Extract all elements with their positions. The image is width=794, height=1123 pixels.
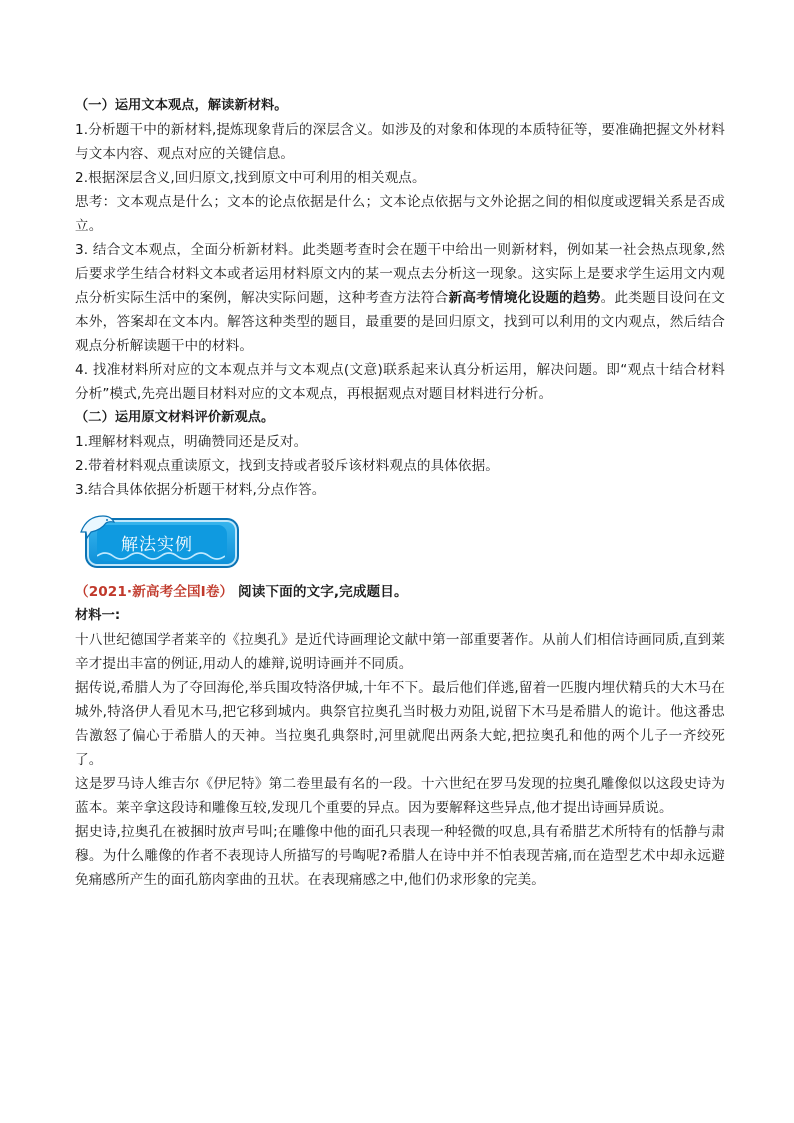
section1-heading: （一）运用文本观点，解读新材料。	[75, 98, 288, 113]
section2-para-3: 3.结合具体依据分析题干材料,分点作答。	[75, 482, 326, 498]
section2-heading: （二）运用原文材料评价新观点。	[75, 410, 275, 425]
section2-para-2: 2.带着材料观点重读原文，找到支持或者驳斥该材料观点的具体依据。	[75, 458, 499, 474]
section1-para-3: 思考：文本观点是什么；文本的论点依据是什么；文本论点依据与文外论据之间的相似度或逻辑关系是否成立。	[75, 194, 725, 234]
material-para-3: 这是罗马诗人维吉尔《伊尼特》第二卷里最有名的一段。十六世纪在罗马发现的拉奥孔雕像似以这段史诗为蓝本。莱辛拿这段诗和雕像互较,发现几个重要的异点。因为要解释这些异点,他才提出诗画异质说。	[75, 776, 725, 816]
para-4-text-a: 3. 结合文本观点，全面分析新材料。此类题考查时会在题干中给出一则新材料，例如某一社会热点现象,然后要求学生结合材料文本或者运用材料原文内的某一观点去分析这一现象。这实际上是要求学生运用文内观点分析实际生活中的案例，解决实际问题，这种考查方法符合	[75, 242, 725, 306]
method-example-badge	[79, 510, 725, 574]
badge-label: 解法实例	[121, 535, 193, 555]
para-4-emphasis: 新高考情境化设题的趋势	[448, 290, 601, 306]
dolphin-icon	[77, 510, 117, 540]
para-4-text-c: 。此类题目设问在文本外，答案却在文本内。解答这种类型的题目，最重要的是回归原文，找到可以利用的文内观点，然后结合观点分析解读题干中的材料。	[75, 290, 725, 354]
section2-para-1: 1.理解材料观点，明确赞同还是反对。	[75, 434, 308, 450]
exam-source: （2021·新高考全国Ⅰ卷）	[75, 584, 234, 600]
section1-para-1: 1.分析题干中的新材料,提炼现象背后的深层含义。如涉及的对象和体现的本质特征等，要准确把握文外材料与文本内容、观点对应的关键信息。	[75, 122, 725, 162]
material-para-1: 十八世纪德国学者莱辛的《拉奥孔》是近代诗画理论文献中第一部重要著作。从前人们相信诗画同质,直到莱辛才提出丰富的例证,用动人的雄辩,说明诗画并不同质。	[75, 632, 725, 672]
section1-para-2: 2.根据深层含义,回归原文,找到原文中可利用的相关观点。	[75, 170, 426, 186]
example-header	[75, 580, 725, 604]
material-para-4: 据史诗,拉奥孔在被捆时放声号叫;在雕像中他的面孔只表现一种轻微的叹息,具有希腊艺术所特有的恬静与肃穆。为什么雕像的作者不表现诗人所描写的号啕呢?希腊人在诗中并不怕表现苦痛,而在造型艺术中却永远避免痛感所产生的面孔筋肉挛曲的丑状。在表现痛感之中,他们仍求形象的完美。	[75, 824, 725, 888]
material-title: 材料一:	[75, 608, 121, 623]
section1-para-4	[75, 238, 725, 358]
material-para-2: 据传说,希腊人为了夺回海伦,举兵围攻特洛伊城,十年不下。最后他们佯逃,留着一匹腹内埋伏精兵的大木马在城外,特洛伊人看见木马,把它移到城内。典祭官拉奥孔当时极力劝阻,说留下木马是希腊人的诡计。他这番忠告激怒了偏心于希腊人的天神。当拉奥孔典祭时,河里就爬出两条大蛇,把拉奥孔和他的两个儿子一齐绞死了。	[75, 680, 725, 768]
section1-para-5: 4. 找准材料所对应的文本观点并与文本观点(文意)联系起来认真分析运用，解决问题。即“观点十结合材料分析”模式,先亮出题目材料对应的文本观点，再根据观点对题目材料进行分析。	[75, 362, 725, 402]
exam-instruction: 阅读下面的文字,完成题目。	[233, 584, 408, 600]
document-page	[75, 94, 725, 892]
